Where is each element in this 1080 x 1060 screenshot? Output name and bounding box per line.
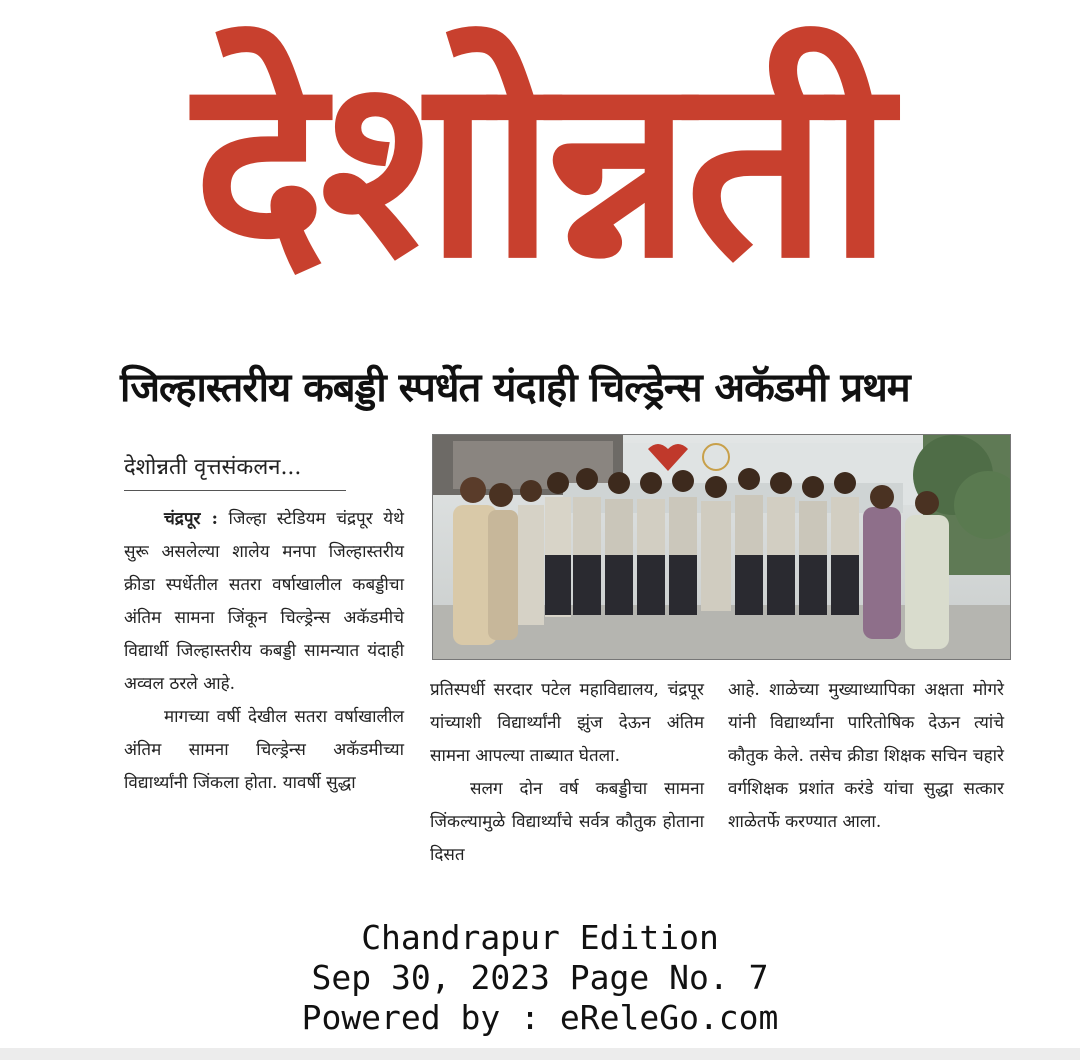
byline: देशोन्नती वृत्तसंकलन...	[124, 450, 346, 491]
edition-footer	[0, 918, 1080, 1038]
article-paragraph: आहे. शाळेच्या मुख्याध्यापिका अक्षता मोगरे यांनी विद्यार्थ्यांना पारितोषिक देऊन त्यांचे कौतुक केले. तसेच क्रीडा शिक्षक सचिन चहारे वर्गशिक्षक प्रशांत करंडे यांचा सुद्धा सत्कार शाळेतर्फे करण्यात आला.	[728, 680, 1004, 832]
paragraph-text: जिल्हा स्टेडियम चंद्रपूर येथे सुरू असलेल्या शालेय मनपा जिल्हास्तरीय क्रीडा स्पर्धेतील सतरा वर्षाखालील कबड्डीचा अंतिम सामना जिंकून चिल्ड्रेन्स अकॅडमीचे विद्यार्थी जिल्हास्तरीय कबड्डी सामन्यात यंदाही अव्वल ठरले आहे.	[124, 509, 405, 694]
edition-name: Chandrapur Edition	[361, 918, 719, 957]
article-paragraph	[124, 503, 404, 701]
article-paragraph: मागच्या वर्षी देखील सतरा वर्षाखालील अंतिम सामना चिल्ड्रेन्स अकॅडमीच्या विद्यार्थ्यांनी जिंकला होता. यावर्षी सुद्धा	[124, 707, 404, 793]
dateline: चंद्रपूर :	[164, 509, 218, 529]
article-column-1	[124, 503, 404, 800]
team-photo-image	[433, 435, 1010, 659]
edition-date-page: Sep 30, 2023 Page No. 7	[311, 958, 769, 997]
powered-by: Powered by : eReleGo.com	[301, 998, 779, 1037]
article-column-2	[430, 674, 704, 872]
team-photo	[432, 434, 1011, 660]
article-column-3	[728, 674, 1004, 839]
article-paragraph: सलग दोन वर्ष कबड्डीचा सामना जिंकल्यामुळे विद्यार्थ्यांचे सर्वत्र कौतुक होताना दिसत	[430, 779, 704, 865]
masthead-logo: देशोन्नती	[193, 22, 887, 313]
article-paragraph: प्रतिस्पर्धी सरदार पटेल महाविद्यालय, चंद्रपूर यांच्याशी विद्यार्थ्यांनी झुंज देऊन अंतिम सामना आपल्या ताब्यात घेतला.	[430, 680, 704, 766]
article-headline: जिल्हास्तरीय कबड्डी स्पर्धेत यंदाही चिल्ड्रेन्स अकॅडमी प्रथम	[120, 365, 910, 411]
bottom-strip	[0, 1048, 1080, 1060]
